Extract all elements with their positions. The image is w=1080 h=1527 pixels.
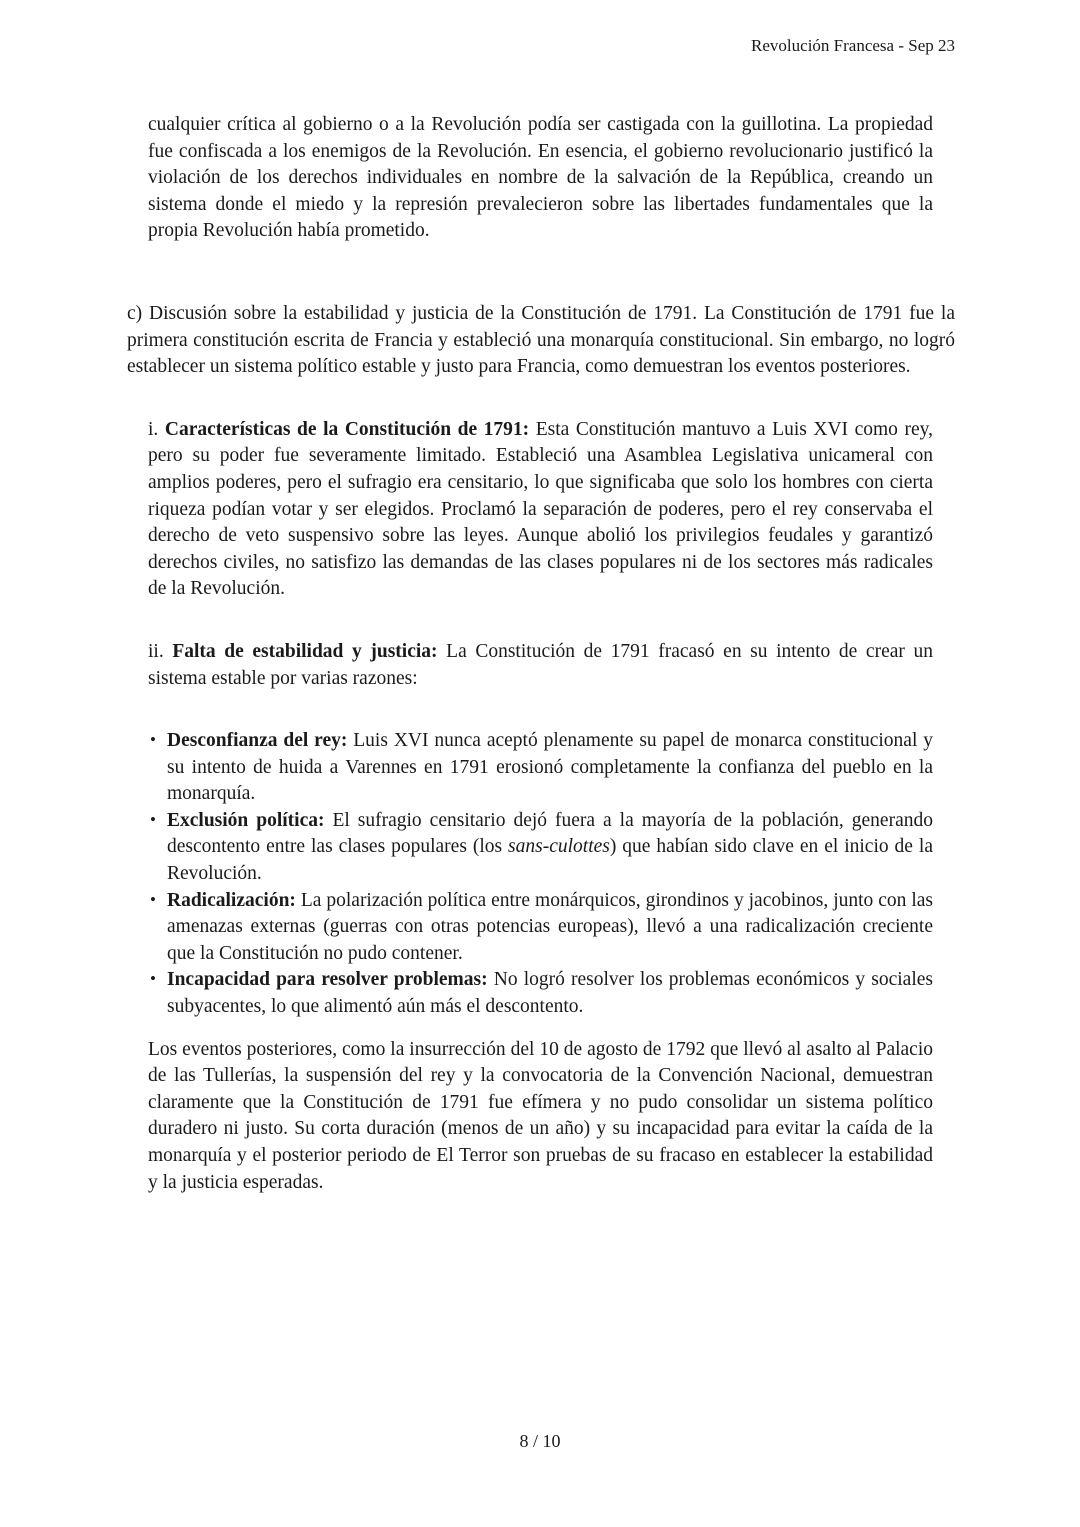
text-run: i. [148,418,165,440]
bullet-marker-icon: • [150,969,156,989]
text-run: Los eventos posteriores, como la insurrección del 10 de agosto de 1792 que llevó al asalto al Palacio de las Tullerías, la suspensión del rey y la convocatoria de la Convención Nacional, demuestran claramente que la Constitución de 1791 fue efímera y no pudo consolidar un sistema político duradero ni justo. Su corta duración (menos de un año) y su incapacidad para evitar la caída de la monarquía y el posterior periodo de El Terror son pruebas de su fracaso en establecer la estabilidad y la justicia esperadas. [148,1038,933,1193]
text-run: c) Discusión sobre la estabilidad y justicia de la Constitución de 1791. La Constitución de 1791 fue la primera constitución escrita de Francia y estableció una monarquía constitucional. Sin embargo, no logró establecer un sistema político estable y justo para Francia, como demuestran los eventos posteriores. [127,302,955,378]
bullet-marker-icon: • [150,730,156,750]
paragraph [148,417,933,603]
page-header: Revolución Francesa - Sep 23 [751,36,955,55]
bullet-marker-icon: • [150,889,156,909]
text-run: Luis XVI nunca aceptó plenamente su papel de monarca constitucional y su intento de huida a Varennes en 1791 erosionó completamente la confianza del pueblo en la monarquía. [167,730,934,805]
text-run: Exclusión política: [167,809,325,831]
text-run: Falta de estabilidad y justicia: [172,640,438,662]
paragraph [148,1037,933,1197]
text-run: La polarización política entre monárquicos, girondinos y jacobinos, junto con las amenazas externas (guerras con otras potencias europeas), llevó a una radicalización creciente que la Constitución no pudo contener. [167,889,933,964]
text-run: No logró resolver los problemas económicos y sociales subyacentes, lo que alimentó aún más el descontento. [167,969,933,1018]
list-item [148,888,933,968]
page-number: 8 / 10 [519,1431,561,1451]
paragraph [127,301,955,381]
list-item [148,967,933,1020]
bullet-marker-icon: • [150,809,156,829]
document-body [127,112,955,1196]
text-run: El sufragio censitario dejó fuera a la mayoría de la población, generando descontento entre las clases populares (los [167,809,933,858]
paragraph [148,112,933,245]
bullet-list [148,728,933,1021]
text-run: Desconfianza del rey: [167,730,348,752]
text-run: Radicalización: [167,889,296,911]
text-run: ii. [148,640,173,662]
text-run: Incapacidad para resolver problemas: [167,969,488,991]
paragraph [148,639,933,692]
text-run: La Constitución de 1791 fracasó en su intento de crear un sistema estable por varias razones: [148,640,933,689]
list-item [148,808,933,888]
text-run: ) que habían sido clave en el inicio de la Revolución. [167,836,933,885]
text-run: Esta Constitución mantuvo a Luis XVI como rey, pero su poder fue severamente limitado. Estableció una Asamblea Legislativa unicameral con amplios poderes, pero el sufragio era censitario, lo que significaba que solo los hombres con cierta riqueza podían votar y ser elegidos. Proclamó la separación de poderes, pero el rey conservaba el derecho de veto suspensivo sobre las leyes. Aunque abolió los privilegios feudales y garantizó derechos civiles, no satisfizo las demandas de las clases populares ni de los sectores más radicales de la Revolución. [148,418,934,600]
text-run: Características de la Constitución de 1791: [164,418,530,440]
text-run: sans-culottes [508,836,610,858]
text-run: cualquier crítica al gobierno o a la Revolución podía ser castigada con la guillotina. La propiedad fue confiscada a los enemigos de la Revolución. En esencia, el gobierno revolucionario justificó la violación de los derechos individuales en nombre de la salvación de la República, creando un sistema donde el miedo y la represión prevalecieron sobre las libertades fundamentales que la propia Revolución había prometido. [148,114,933,242]
list-item [148,728,933,808]
